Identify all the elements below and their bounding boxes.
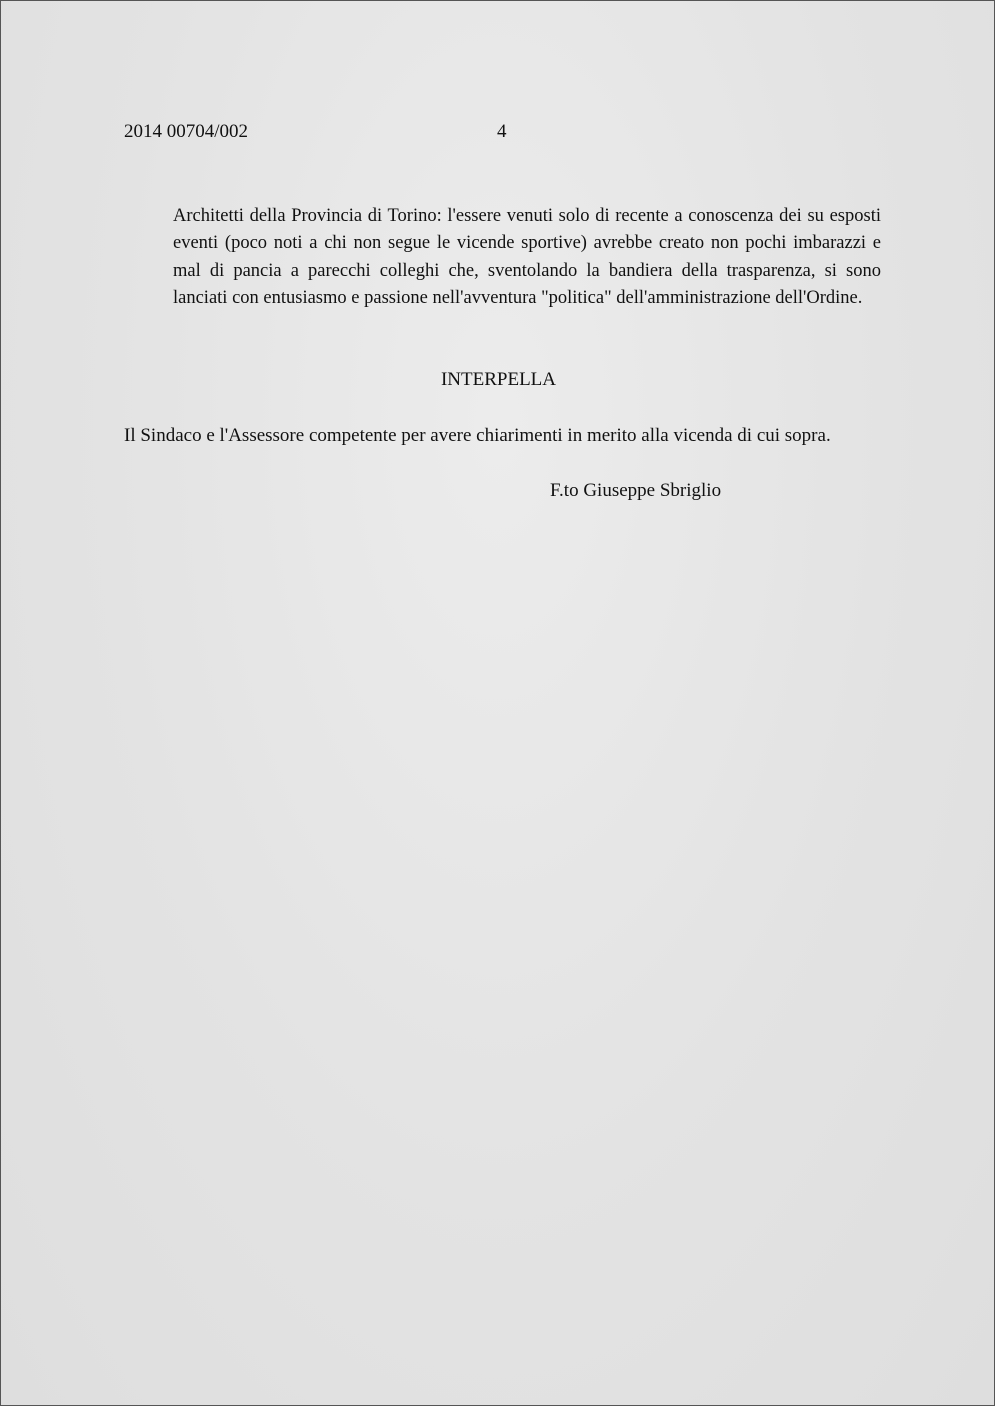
section-heading: INTERPELLA	[440, 369, 557, 390]
document-code: 2014 00704/002	[124, 121, 249, 142]
request-paragraph: Il Sindaco e l'Assessore competente per avere chiarimenti in merito alla vicenda di cui sopra.	[124, 425, 831, 446]
page-number: 4	[497, 121, 507, 142]
body-paragraph: Architetti della Provincia di Torino: l'essere venuti solo di recente a conoscenza dei su esposti eventi (poco noti a chi non segue le vicende sportive) avrebbe creato non pochi imbarazzi e mal di pancia a parecchi colleghi che, sventolando la bandiera della trasparenza, si sono lanciati con entusiasmo e passione nell'avventura "politica" dell'amministrazione dell'Ordine.	[173, 206, 881, 309]
signature: F.to Giuseppe Sbriglio	[550, 480, 722, 501]
